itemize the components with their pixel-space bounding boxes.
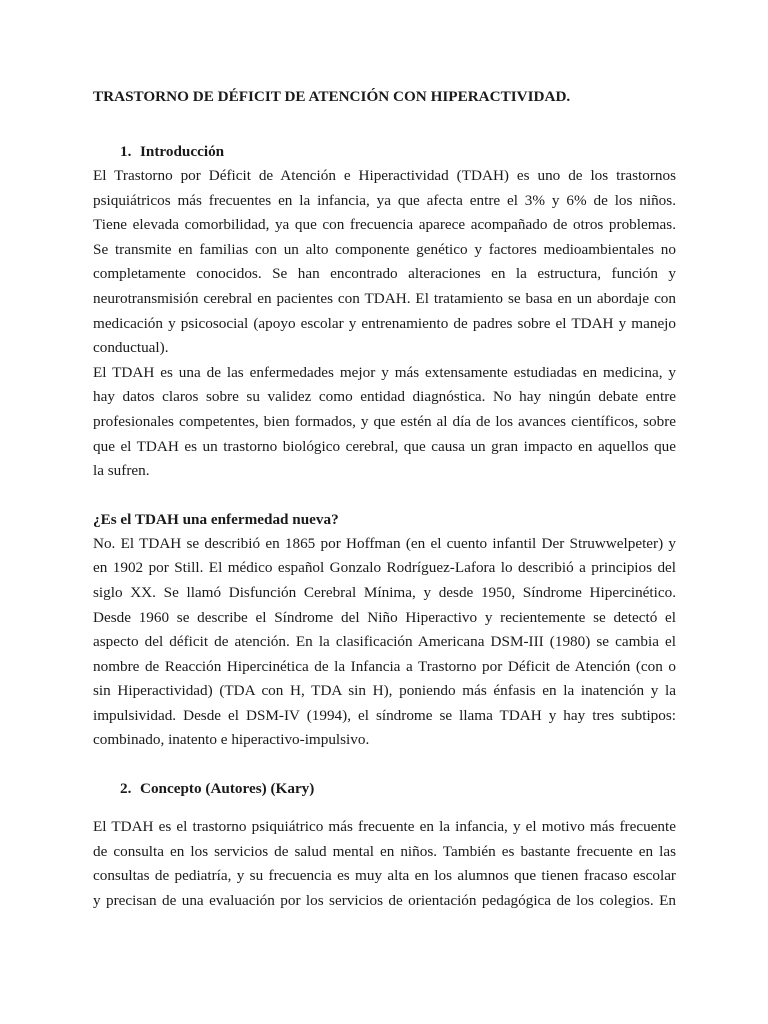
section-2-title: Concepto (Autores) (Kary) [140,780,315,798]
text-line: profesionales competentes, bien formados, y que estén al día de los avances científicos, sobre [93,412,676,430]
text-line: nombre de Reacción Hipercinética de la Infancia a Trastorno por Déficit de Atención (con o [93,657,676,675]
text-line: Se transmite en familias con un alto componente genético y factores medioambientales no [93,240,676,258]
text-line: aspecto del déficit de atención. En la clasificación Americana DSM-III (1980) se cambia el [93,633,676,651]
text-line: impulsividad. Desde el DSM-IV (1994), el síndrome se llama TDAH y hay tres subtipos: [93,706,676,724]
text-line: y precisan de una evaluación por los servicios de orientación pedagógica de los colegios. En [93,891,676,909]
section-2-number: 2. [120,780,132,798]
text-line: neurotransmisión cerebral en pacientes con TDAH. El tratamiento se basa en un abordaje con [93,289,676,307]
section-1-paragraph-2 [93,361,676,484]
document-title: TRASTORNO DE DÉFICIT DE ATENCIÓN CON HIPERACTIVIDAD. [93,88,571,105]
text-line: sin Hiperactividad) (TDA con H, TDA sin H), poniendo más énfasis en la inatención y la [93,682,676,700]
text-line: combinado, inatento e hiperactivo-impulsivo. [93,731,370,749]
text-line: siglo XX. Se llamó Disfunción Cerebral Mínima, y desde 1950, Síndrome Hipercinético. [93,583,676,601]
section-1-paragraph-1 [93,164,676,361]
text-line: completamente conocidos. Se han encontrado alteraciones en la estructura, función y [93,265,676,283]
text-line: la sufren. [93,462,150,480]
section-2-paragraph [93,815,676,913]
section-1-number: 1. [120,143,132,160]
section-1-heading [93,140,676,164]
text-line: Tiene elevada comorbilidad, ya que con frecuencia aparece acompañado de otros problemas. [93,216,676,234]
subsection-heading: ¿Es el TDAH una enfermedad nueva? [93,510,339,528]
text-line: conductual). [93,339,169,357]
text-line: hay datos claros sobre su validez como entidad diagnóstica. No hay ningún debate entre [93,388,676,406]
text-line: que el TDAH es un trastorno biológico cerebral, que causa un gran impacto en aquellos que [93,437,676,455]
text-line: El TDAH es una de las enfermedades mejor y más extensamente estudiadas en medicina, y [93,363,676,381]
section-2-heading [93,777,676,801]
text-line: Desde 1960 se describe el Síndrome del Niño Hiperactivo y recientemente se detectó el [93,608,676,626]
text-line: psiquiátricos más frecuentes en la infancia, ya que afecta entre el 3% y 6% de los niños. [93,191,676,209]
document-body [93,85,676,913]
text-line: de consulta en los servicios de salud mental en niños. También es bastante frecuente en las [93,842,676,860]
subsection-paragraph [93,532,676,753]
section-1-title: Introducción [140,143,225,160]
text-line: El Trastorno por Déficit de Atención e Hiperactividad (TDAH) es uno de los trastornos [93,167,676,184]
text-line: medicación y psicosocial (apoyo escolar y entrenamiento de padres sobre el TDAH y manejo [93,314,676,332]
text-line: El TDAH es el trastorno psiquiátrico más frecuente en la infancia, y el motivo más frecuente [93,818,676,836]
text-line: No. El TDAH se describió en 1865 por Hoffman (en el cuento infantil Der Struwwelpeter) y [93,534,676,552]
text-line: consultas de pediatría, y su frecuencia es muy alta en los alumnos que tienen fracaso escolar [93,867,676,885]
text-line: en 1902 por Still. El médico español Gonzalo Rodríguez-Lafora lo describió a principios del [93,559,676,577]
